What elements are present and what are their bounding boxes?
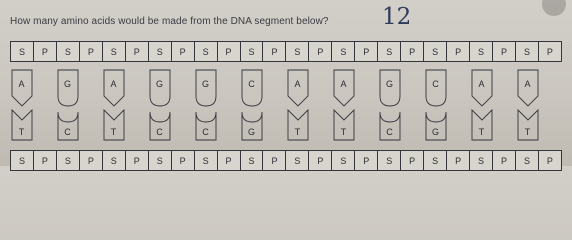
base-pair	[195, 70, 217, 144]
top-phosphate-cell: P	[447, 42, 470, 61]
top-sugar-cell: S	[378, 42, 401, 61]
base-pair	[57, 70, 79, 144]
top-phosphate-cell: P	[126, 42, 149, 61]
base-pair	[471, 70, 493, 144]
top-phosphate-cell: P	[401, 42, 424, 61]
bottom-sugar-cell: S	[241, 151, 264, 170]
base-pair	[241, 70, 263, 144]
base-pair	[11, 70, 33, 144]
bottom-sugar-cell: S	[103, 151, 126, 170]
binder-hole	[542, 0, 566, 16]
question-text: How many amino acids would be made from the DNA segment below?	[10, 16, 329, 27]
bottom-sugar-cell: S	[332, 151, 355, 170]
top-sugar-cell: S	[241, 42, 264, 61]
top-sugar-cell: S	[286, 42, 309, 61]
bottom-phosphate-cell: P	[172, 151, 195, 170]
base-pair	[333, 70, 355, 144]
top-sugar-cell: S	[57, 42, 80, 61]
bottom-sugar-cell: S	[149, 151, 172, 170]
bottom-base-label: T	[340, 127, 347, 137]
bottom-sugar-cell: S	[195, 151, 218, 170]
nitrogen-base-pairs	[10, 70, 562, 144]
base-pair	[287, 70, 309, 144]
bottom-base-label: C	[202, 127, 209, 137]
bottom-sugar-cell: S	[286, 151, 309, 170]
top-sugar-cell: S	[103, 42, 126, 61]
handwritten-answer: 12	[382, 4, 412, 30]
bottom-sugar-cell: S	[470, 151, 493, 170]
top-base-label: A	[294, 79, 301, 89]
top-base-label: G	[201, 79, 209, 89]
bottom-base-label: T	[524, 127, 531, 137]
top-phosphate-cell: P	[263, 42, 286, 61]
bottom-sugar-cell: S	[57, 151, 80, 170]
top-sugar-cell: S	[516, 42, 539, 61]
base-pair	[425, 70, 447, 144]
top-phosphate-cell: P	[546, 46, 553, 57]
bottom-phosphate-cell: P	[263, 151, 286, 170]
top-base-label: G	[155, 79, 163, 89]
bottom-phosphate-cell: P	[34, 151, 57, 170]
top-base-label: C	[432, 79, 439, 89]
bottom-base-label: T	[110, 127, 117, 137]
top-sugar-phosphate-backbone	[10, 41, 562, 62]
bottom-sugar-cell: S	[424, 151, 447, 170]
top-base-label: G	[63, 79, 71, 89]
bottom-base-label: T	[18, 127, 25, 137]
top-sugar-cell: S	[332, 42, 355, 61]
bottom-base-label: G	[431, 127, 439, 137]
bottom-sugar-cell: S	[516, 151, 539, 170]
bottom-sugar-cell: S	[378, 151, 401, 170]
top-phosphate-cell: P	[218, 42, 241, 61]
bottom-base-label: C	[64, 127, 71, 137]
bottom-sugar-phosphate-backbone	[10, 150, 562, 171]
bottom-base-label: C	[386, 127, 393, 137]
top-base-label: G	[385, 79, 393, 89]
top-sugar-cell: S	[424, 42, 447, 61]
top-phosphate-cell: P	[172, 42, 195, 61]
bottom-phosphate-cell: P	[218, 151, 241, 170]
bottom-base-label: G	[247, 127, 255, 137]
bottom-phosphate-cell: P	[126, 151, 149, 170]
bottom-base-label: T	[478, 127, 485, 137]
base-pair	[149, 70, 171, 144]
top-base-label: C	[248, 79, 255, 89]
top-sugar-cell: S	[195, 42, 218, 61]
top-base-label: A	[524, 79, 531, 89]
top-sugar-cell: S	[470, 42, 493, 61]
top-sugar-cell: S	[11, 42, 34, 61]
base-pair	[379, 70, 401, 144]
top-base-label: A	[478, 79, 485, 89]
bottom-phosphate-cell: P	[546, 155, 553, 166]
base-pair	[103, 70, 125, 144]
top-phosphate-cell: P	[309, 42, 332, 61]
top-phosphate-cell: P	[493, 42, 516, 61]
bottom-phosphate-cell: P	[355, 151, 378, 170]
bottom-phosphate-cell: P	[493, 151, 516, 170]
bottom-phosphate-cell: P	[80, 151, 103, 170]
top-base-label: A	[18, 79, 25, 89]
top-sugar-cell: S	[149, 42, 172, 61]
bottom-base-label: C	[156, 127, 163, 137]
bottom-phosphate-cell: P	[401, 151, 424, 170]
top-phosphate-cell: P	[34, 42, 57, 61]
bottom-phosphate-cell: P	[447, 151, 470, 170]
top-phosphate-cell: P	[80, 42, 103, 61]
bottom-phosphate-cell: P	[309, 151, 332, 170]
bottom-base-label: T	[294, 127, 301, 137]
top-base-label: A	[340, 79, 347, 89]
top-base-label: A	[110, 79, 117, 89]
bottom-sugar-cell: S	[11, 151, 34, 170]
base-pair	[517, 70, 539, 144]
top-phosphate-cell: P	[355, 42, 378, 61]
